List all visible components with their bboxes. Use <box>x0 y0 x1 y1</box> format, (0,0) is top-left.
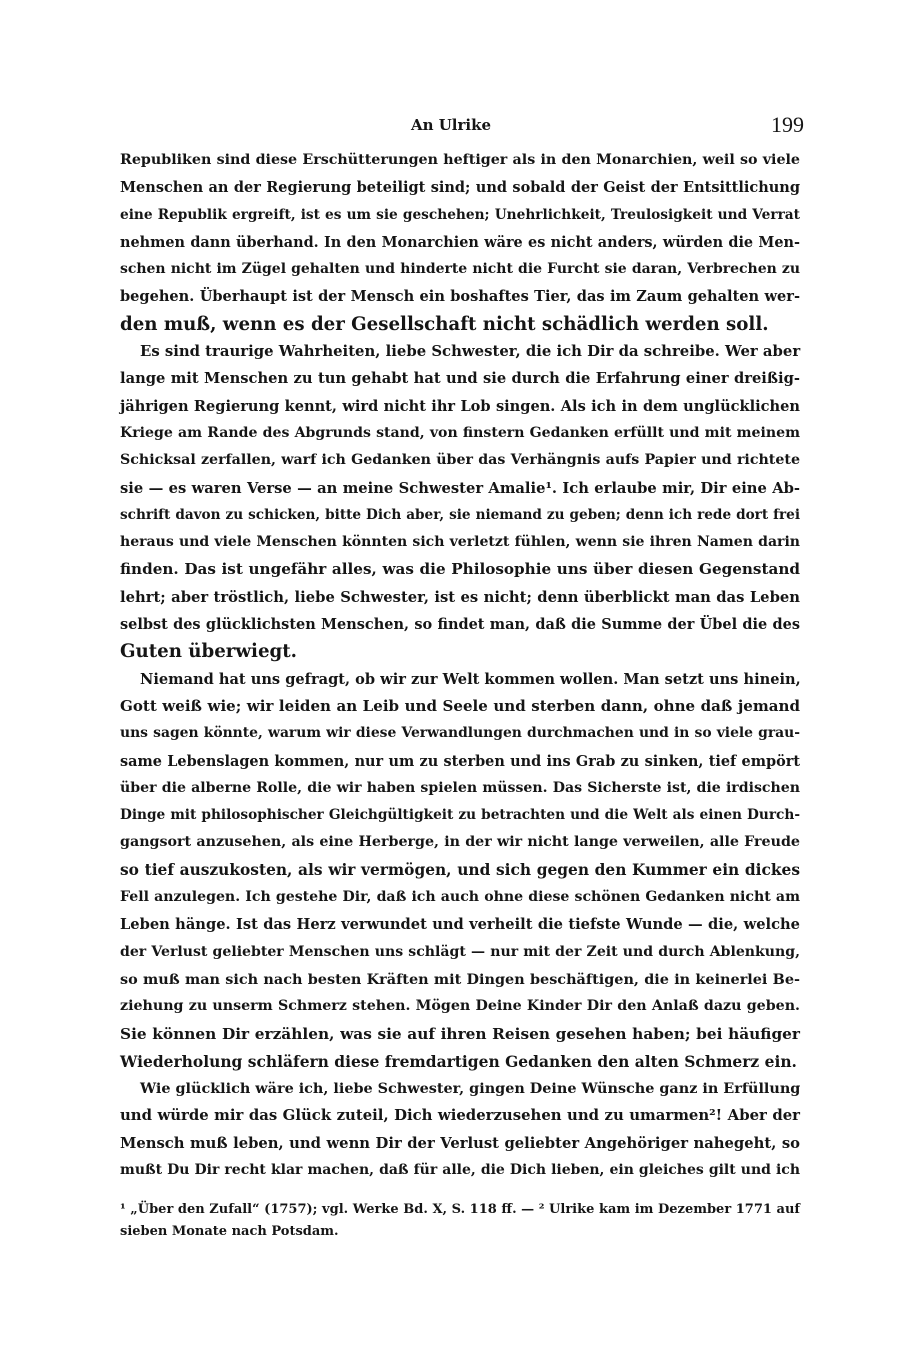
text-line: Republiken sind diese Erschütterungen heftiger als in den Monarchien, weil so viele <box>120 152 800 168</box>
text-line: Niemand hat uns gefragt, ob wir zur Welt kommen wollen. Man setzt uns hinein, <box>140 670 801 688</box>
text-line: Mensch muß leben, und wenn Dir der Verlust geliebter Angehöriger nahegeht, so <box>120 1134 800 1152</box>
text-line: der Verlust geliebter Menschen uns schlägt — nur mit der Zeit und durch Ablenkung, <box>120 943 800 960</box>
running-title: An Ulrike <box>410 116 492 134</box>
text-line: Schicksal zerfallen, warf ich Gedanken über das Verhängnis aufs Papier und richtete <box>120 452 800 469</box>
text-line: Sie können Dir erzählen, was sie auf ihren Reisen gesehen haben; bei häufiger <box>120 1024 800 1043</box>
text-line: schen nicht im Zügel gehalten und hinderte nicht die Furcht sie daran, Verbrechen zu <box>120 261 800 278</box>
text-line: finden. Das ist ungefähr alles, was die Philosophie uns über diesen Gegenstand <box>120 560 800 579</box>
paragraph <box>120 666 800 1075</box>
text-line: nehmen dann überhand. In den Monarchien wäre es nicht anders, würden die Men- <box>120 233 800 251</box>
text-line: selbst des glücklichsten Menschen, so findet man, daß die Summe der Übel die des <box>120 616 800 634</box>
body-text <box>120 147 800 1184</box>
text-line: ziehung zu unserm Schmerz stehen. Mögen Deine Kinder Dir den Anlaß dazu geben. <box>120 998 800 1015</box>
footnote-line: ¹ „Über den Zufall“ (1757); vgl. Werke Bd. X, S. 118 ff. — ² Ulrike kam im Dezember 1771 auf <box>120 1202 800 1217</box>
paragraph <box>120 1075 800 1184</box>
text-line: Leben hänge. Ist das Herz verwundet und verheilt die tiefste Wunde — die, welche <box>120 916 800 934</box>
text-line: und würde mir das Glück zuteil, Dich wiederzusehen und zu umarmen²! Aber der <box>120 1106 800 1125</box>
paragraph <box>120 338 800 666</box>
text-line: schrift davon zu schicken, bitte Dich aber, sie niemand zu geben; denn ich rede dort frei <box>120 506 800 523</box>
text-line: Gott weiß wie; wir leiden an Leib und Seele und sterben dann, ohne daß jemand <box>120 696 800 715</box>
paragraph <box>120 147 800 338</box>
text-line: sie — es waren Verse — an meine Schwester Amalie¹. Ich erlaube mir, Dir eine Ab- <box>120 479 800 497</box>
page-number: 199 <box>771 112 804 137</box>
text-line: eine Republik ergreift, ist es um sie geschehen; Unehrlichkeit, Treulosigkeit und Verrat <box>120 206 800 223</box>
text-line: den muß, wenn es der Gesellschaft nicht schädlich werden soll. <box>120 313 769 335</box>
text-line: same Lebenslagen kommen, nur um zu sterben und ins Grab zu sinken, tief empört <box>120 752 800 770</box>
text-line: Menschen an der Regierung beteiligt sind; und sobald der Geist der Entsittlichung <box>120 179 800 197</box>
footnote-line: sieben Monate nach Potsdam. <box>120 1224 339 1239</box>
text-line: uns sagen könnte, warum wir diese Verwandlungen durchmachen und in so viele grau- <box>120 725 800 742</box>
text-line: Kriege am Rande des Abgrunds stand, von finstern Gedanken erfüllt und mit meinem <box>120 424 800 441</box>
footnotes <box>120 1199 800 1243</box>
text-line: so muß man sich nach besten Kräften mit Dingen beschäftigen, die in keinerlei Be- <box>120 970 800 988</box>
text-line: über die alberne Rolle, die wir haben spielen müssen. Das Sicherste ist, die irdischen <box>120 779 800 796</box>
text-line: Dinge mit philosophischer Gleichgültigkeit zu betrachten und die Welt als einen Durch- <box>120 807 800 824</box>
text-line: begehen. Überhaupt ist der Mensch ein boshaftes Tier, das im Zaum gehalten wer- <box>120 288 800 306</box>
text-line: Guten überwiegt. <box>120 641 297 663</box>
text-line: Fell anzulegen. Ich gestehe Dir, daß ich auch ohne diese schönen Gedanken nicht am <box>120 889 800 906</box>
text-line: heraus und viele Menschen könnten sich verletzt fühlen, wenn sie ihren Namen darin <box>120 534 800 551</box>
text-line: lange mit Menschen zu tun gehabt hat und sie durch die Erfahrung einer dreißig- <box>120 370 800 388</box>
text-line: so tief auszukosten, als wir vermögen, und sich gegen den Kummer ein dickes <box>120 860 800 879</box>
text-line: Wie glücklich wäre ich, liebe Schwester, gingen Deine Wünsche ganz in Erfüllung <box>140 1080 801 1098</box>
text-line: jährigen Regierung kennt, wird nicht ihr Lob singen. Als ich in dem unglücklichen <box>120 397 800 415</box>
text-line: Es sind traurige Wahrheiten, liebe Schwester, die ich Dir da schreibe. Wer aber <box>140 342 801 361</box>
text-line: gangsort anzusehen, als eine Herberge, in der wir nicht lange verweilen, alle Freude <box>120 834 800 851</box>
text-line: lehrt; aber tröstlich, liebe Schwester, ist es nicht; denn überblickt man das Leben <box>120 588 800 606</box>
text-line: Wiederholung schläfern diese fremdartigen Gedanken den alten Schmerz ein. <box>120 1051 797 1071</box>
text-line: mußt Du Dir recht klar machen, daß für alle, die Dich lieben, ein gleiches gilt und ich <box>120 1161 800 1178</box>
running-head <box>96 112 806 142</box>
